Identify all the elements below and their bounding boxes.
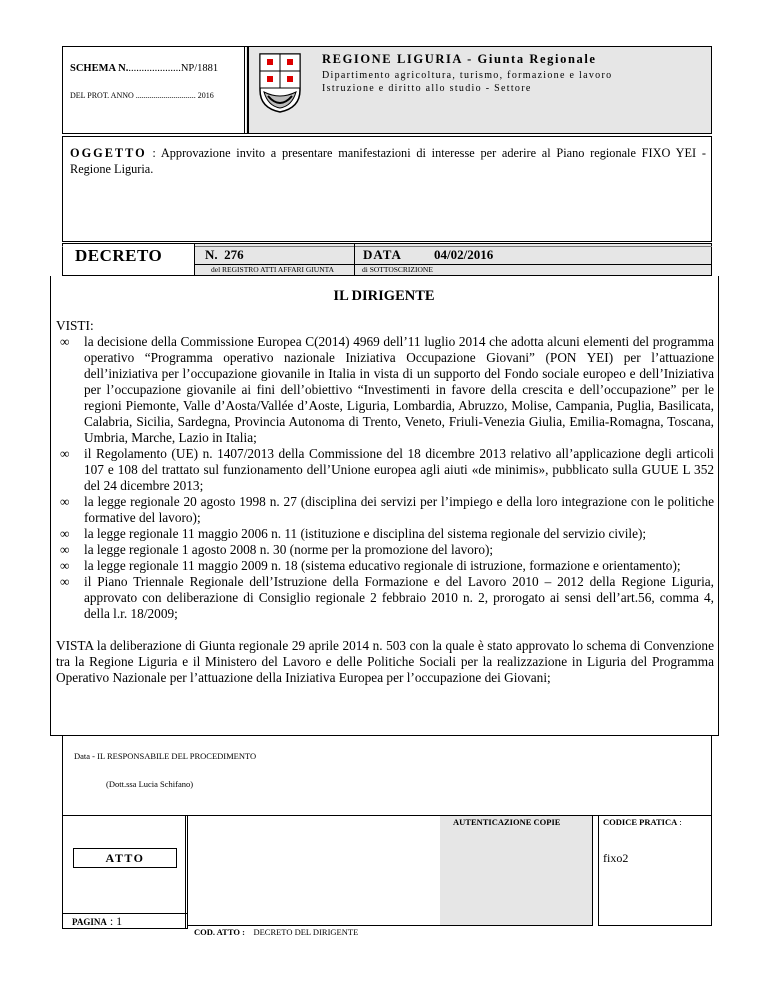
body-title: IL DIRIGENTE <box>333 288 435 304</box>
department-line-2: Istruzione e diritto allo studio - Settore <box>322 83 532 94</box>
register-note: del REGISTRO ATTI AFFARI GIUNTA <box>211 265 335 274</box>
codice-panel <box>598 816 712 926</box>
codice-pratica-label: CODICE PRATICA : <box>603 817 682 827</box>
decreto-label: DECRETO <box>75 246 163 265</box>
visti-label: VISTI: <box>56 318 94 333</box>
list-item: ∞ il Regolamento (UE) n. 1407/2013 della Commissione del 18 dicembre 2013 relativo all’applicazione degli articoli 107 e 108 del trattato sul funzionamento dell’Unione europea agli aiuti «de minimis», pubblicato sulla GUUE L 352 del 24 dicembre 2013; <box>60 446 714 493</box>
decreto-date: 04/02/2016 <box>434 247 494 262</box>
vista-paragraph: VISTA la deliberazione di Giunta regionale 29 aprile 2014 n. 503 con la quale è stato approvato lo schema di Convenzione tra la Regione Liguria e il Ministero del Lavoro e delle Politiche Sociali per la realizzazione in Liguria del Programma Operativo Nazionale per l’attuazione della Iniziativa Europea per l’occupazione dei Giovani; <box>56 638 714 685</box>
pagina-label: PAGINA : 1 <box>72 914 123 928</box>
atto-box: ATTO <box>73 848 177 868</box>
signing-note: di SOTTOSCRIZIONE <box>362 265 433 274</box>
cod-atto-row: COD. ATTO : DECRETO DEL DIRIGENTE <box>194 927 359 937</box>
schema-number: SCHEMA N.....................NP/1881 <box>70 63 219 74</box>
liguria-coat-of-arms-icon <box>256 50 304 114</box>
list-item: ∞ la legge regionale 20 agosto 1998 n. 27 (disciplina dei servizi per l’impiego e della loro integrazione con le politiche formative del lavoro); <box>60 494 714 525</box>
region-title: REGIONE LIGURIA - Giunta Regionale <box>322 52 597 66</box>
list-item: ∞ la legge regionale 11 maggio 2006 n. 11 (istituzione e disciplina del sistema regionale del servizio civile); <box>60 526 647 541</box>
prot-year: DEL PROT. ANNO .............................. 2016 <box>70 91 214 100</box>
list-item: ∞ la legge regionale 11 maggio 2009 n. 18 (sistema educativo regionale di istruzione, formazione e orientamento); <box>60 558 681 573</box>
responsabile-box <box>62 736 712 816</box>
visti-section <box>56 318 714 686</box>
visti-list <box>56 334 714 622</box>
data-label: DATA <box>363 247 402 262</box>
autenticazione-copie: AUTENTICAZIONE COPIE <box>453 817 561 827</box>
list-item: ∞ la legge regionale 1 agosto 2008 n. 30 (norme per la promozione del lavoro); <box>60 542 494 557</box>
list-item: ∞ la decisione della Commissione Europea C(2014) 4969 dell’11 luglio 2014 che adotta alcuni elementi del programma operativo “Programma operativo nazionale Iniziativa Occupazione Giovani” (PON YEI) per l’attuazione dell’iniziativa per l’occupazione giovanile in Italia in vista di un supporto del Fondo sociale europeo e dell’Iniziativa per l’occupazione giovanile ai fini dell’obiettivo “Investimenti in favore della crescita e dell’occupazione” per le regioni Piemonte, Valle d’Aosta/Vallée d’Aoste, Liguria, Lombardia, Abruzzo, Molise, Campania, Puglia, Basilicata, Calabria, Sicilia, Sardegna, Provincia Autonoma di Trento, Veneto, Friuli-Venezia Giulia, Emilia-Romagna, Toscana, Umbria, Marche, Lazio in Italia; <box>60 334 714 445</box>
oggetto-text: OGGETTO : Approvazione invito a presentare manifestazioni di interesse per aderire al Piano regionale FIXO YEI - Regione Liguria. <box>70 146 706 176</box>
decreto-number: N. 276 <box>205 247 244 262</box>
department-line-1: Dipartimento agricoltura, turismo, formazione e lavoro <box>322 70 613 81</box>
responsabile-line: Data - IL RESPONSABILE DEL PROCEDIMENTO <box>74 751 257 761</box>
codice-pratica-value: fixo2 <box>603 851 629 865</box>
list-item: ∞ il Piano Triennale Regionale dell’Istruzione della Formazione e del Lavoro 2010 – 2012 della Regione Liguria, approvato con deliberazione di Consiglio regionale 2 febbraio 2010 n. 2, prorogato ai sensi dell’art.56, comma 4, della l.r. 18/2009; <box>60 574 714 621</box>
responsabile-name: (Dott.ssa Lucia Schifano) <box>106 779 194 789</box>
